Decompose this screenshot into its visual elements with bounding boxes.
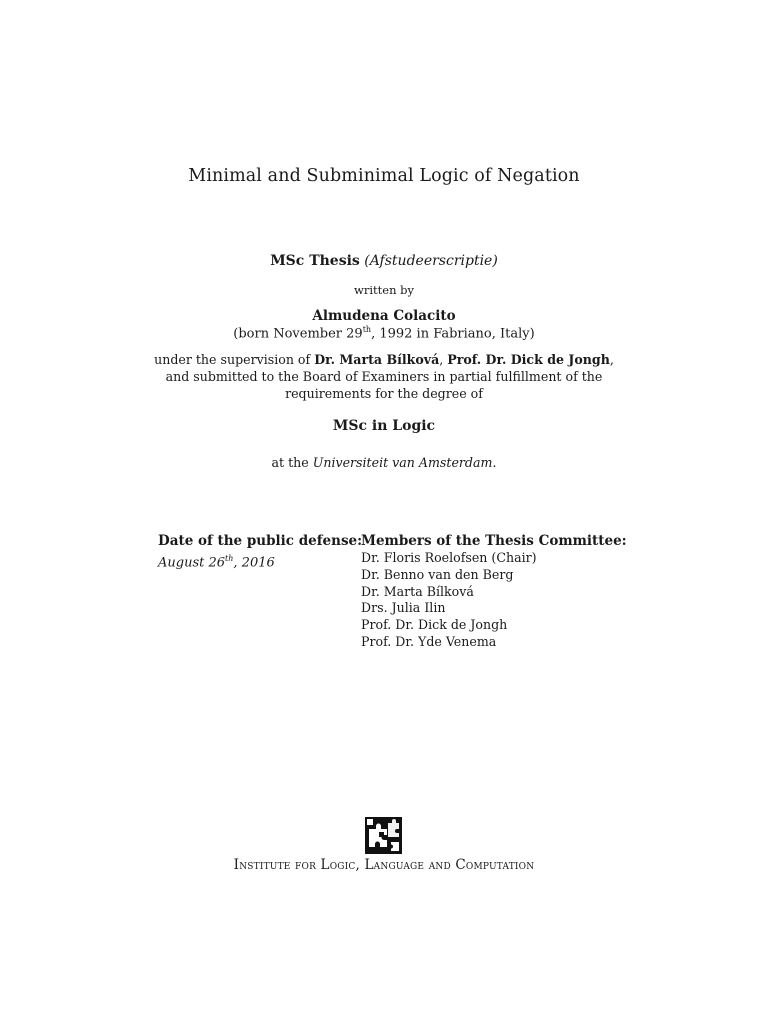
defense-heading: Date of the public defense: (158, 533, 363, 549)
committee-member: Dr. Floris Roelofsen (Chair) (361, 550, 537, 565)
thesis-title: Minimal and Subminimal Logic of Negation (188, 166, 580, 186)
defense-date-suffix: , 2016 (233, 555, 275, 571)
born-prefix: (born November 29 (233, 326, 363, 342)
born-sup: th (362, 325, 372, 334)
supervision-line-1-end: , (609, 352, 614, 367)
written-by: written by (354, 283, 414, 297)
thesis-type (0, 253, 768, 269)
university-prefix: at the (271, 455, 313, 470)
supervisor-1: Dr. Marta Bílková (314, 352, 440, 367)
defense-date-sup: th (225, 554, 234, 563)
university (0, 455, 768, 470)
illc-puzzle-logo-icon (365, 817, 402, 854)
supervision-prefix: under the supervision of (154, 352, 315, 367)
committee-block (361, 533, 627, 651)
committee-heading: Members of the Thesis Committee: (361, 533, 627, 549)
born-suffix: , 1992 in Fabriano, Italy) (371, 326, 535, 342)
committee-member: Dr. Benno van den Berg (361, 566, 514, 582)
committee-member: Drs. Julia Ilin (361, 600, 446, 616)
degree: MSc in Logic (332, 418, 436, 434)
supervisor-2: Prof. Dr. Dick de Jongh (447, 352, 610, 367)
university-suffix: . (492, 455, 497, 470)
committee-member: Prof. Dr. Yde Venema (361, 633, 497, 649)
author-born (0, 325, 768, 341)
author-name: Almudena Colacito (312, 308, 456, 324)
institute-name (0, 857, 768, 873)
supervision-line-2: and submitted to the Board of Examiners in partial fulfillment of the (165, 369, 603, 384)
thesis-type-alt: (Afstudeerscriptie) (364, 253, 498, 269)
university-name: Universiteit van Amsterdam (312, 455, 493, 470)
committee-member: Dr. Marta Bílková (361, 583, 474, 599)
defense-date (158, 550, 362, 571)
supervisor-separator: , (439, 352, 448, 367)
institute-name-text: Institute for Logic, Language and Computation (233, 857, 535, 873)
thesis-type-label: MSc Thesis (270, 253, 360, 269)
defense-date-prefix: August 26 (158, 555, 226, 571)
supervision-line-1 (0, 351, 768, 368)
supervision-statement (0, 351, 768, 402)
defense-block (158, 533, 362, 571)
supervision-line-3: requirements for the degree of (285, 386, 483, 401)
committee-member: Prof. Dr. Dick de Jongh (361, 617, 508, 633)
